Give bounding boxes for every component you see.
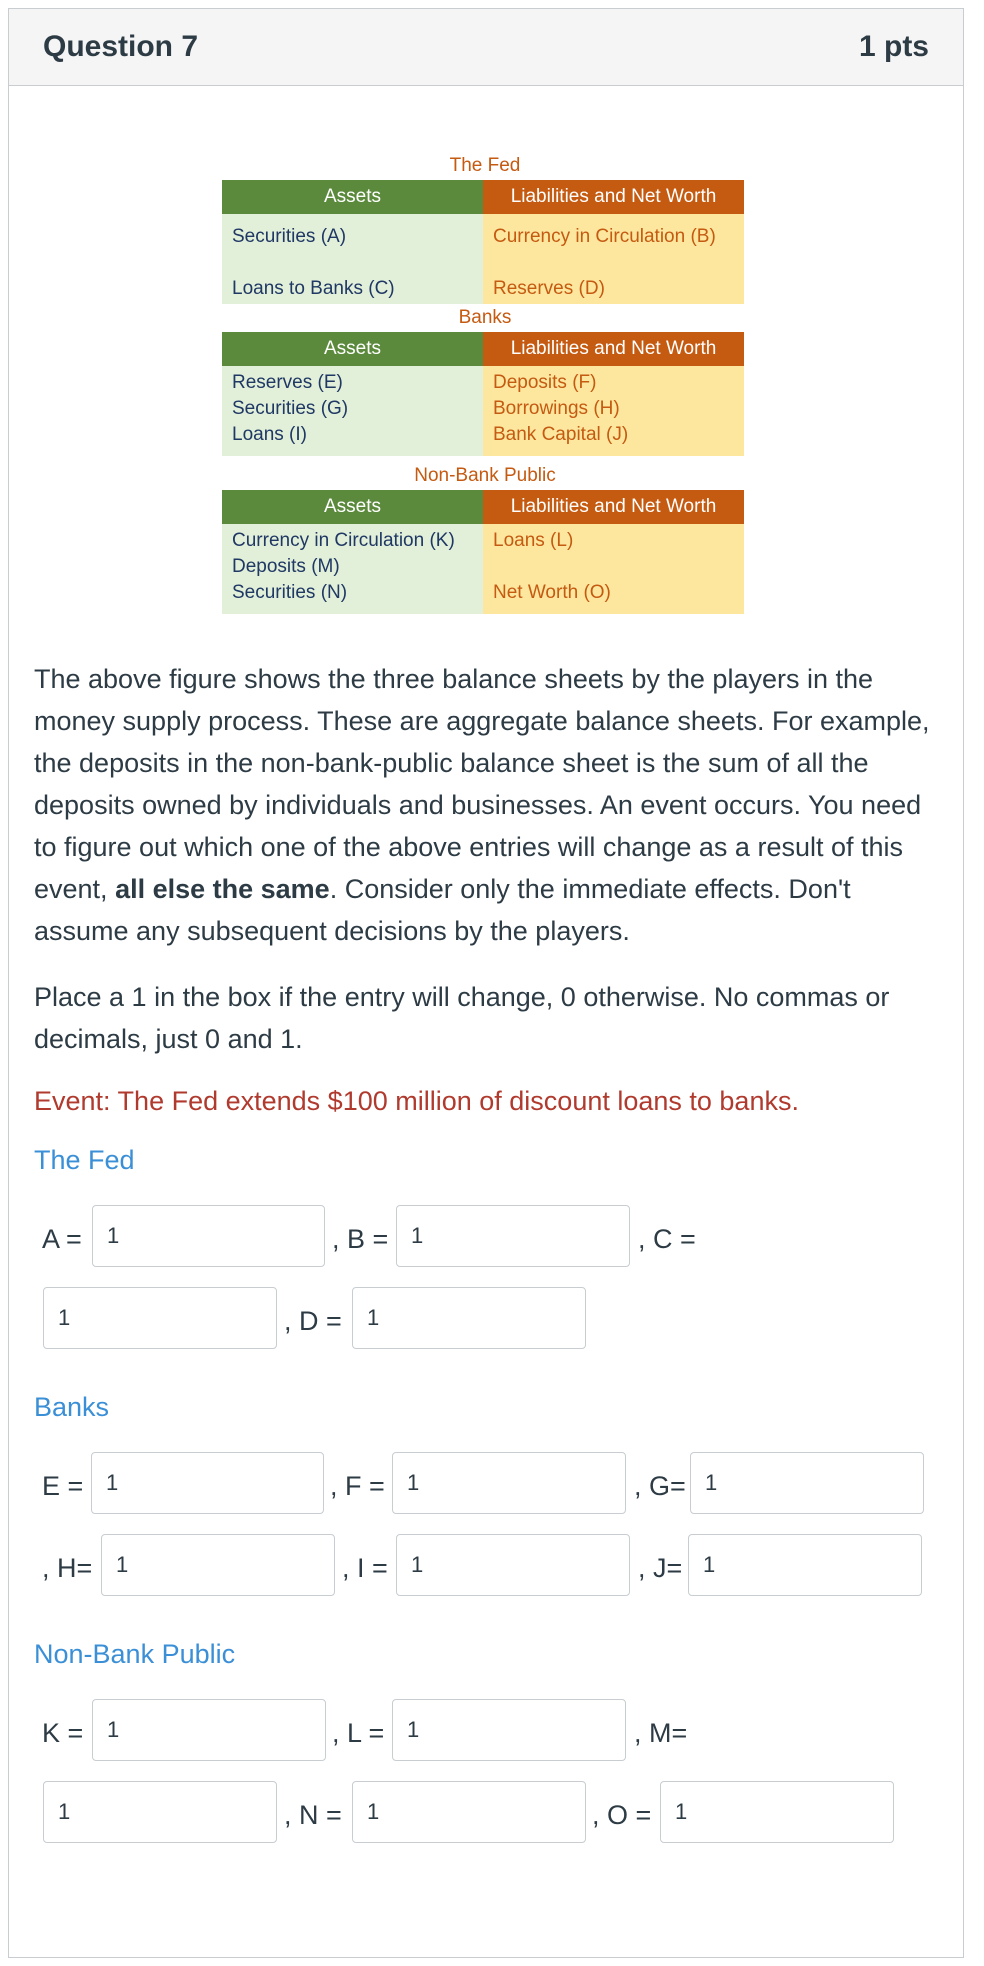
answer-m-input[interactable] <box>43 1781 277 1843</box>
fed-sheet-title: The Fed <box>449 155 521 176</box>
label-i: , I = <box>342 1553 388 1583</box>
label-m: , M= <box>634 1718 688 1748</box>
nbp-liab-l: Loans (L) <box>493 530 574 551</box>
banks-balance-sheet <box>222 332 744 456</box>
answer-i-input[interactable] <box>396 1534 630 1596</box>
nbp-asset-k: Currency in Circulation (K) <box>232 530 455 551</box>
section-fed: The Fed <box>34 1145 135 1175</box>
label-d: , D = <box>284 1306 342 1336</box>
answer-j-input[interactable] <box>688 1534 922 1596</box>
fed-liab-b: Currency in Circulation (B) <box>493 226 716 247</box>
answer-k-input[interactable] <box>92 1699 326 1761</box>
banks-liab-j: Bank Capital (J) <box>493 424 629 445</box>
fed-asset-c: Loans to Banks (C) <box>232 278 395 299</box>
fed-asset-a: Securities (A) <box>232 226 347 247</box>
nbp-asset-n: Securities (N) <box>232 582 348 603</box>
answer-e-input[interactable] <box>91 1452 324 1514</box>
nbp-balance-sheet <box>222 490 744 614</box>
label-l: , L = <box>332 1718 385 1748</box>
section-nbp: Non-Bank Public <box>34 1639 236 1669</box>
answer-f-input[interactable] <box>392 1452 626 1514</box>
question-description <box>34 658 934 952</box>
nbp-liab-blank <box>493 554 734 580</box>
fed-liab-header: Liabilities and Net Worth <box>483 180 744 214</box>
label-b: , B = <box>332 1224 389 1254</box>
description-part-2: . Consider only the immediate effects. Don't assume any subsequent decisions by the players. <box>34 874 851 946</box>
fed-liab-d: Reserves (D) <box>493 278 605 299</box>
banks-asset-e: Reserves (E) <box>232 372 343 393</box>
nbp-liab-o: Net Worth (O) <box>493 582 611 603</box>
label-h: , H= <box>42 1553 93 1583</box>
label-c: , C = <box>638 1224 696 1254</box>
label-j: , J= <box>638 1553 683 1583</box>
fed-balance-sheet <box>222 180 744 304</box>
label-a: A = <box>42 1224 82 1254</box>
label-f: , F = <box>330 1471 385 1501</box>
description-emphasis: all else the same <box>115 874 330 904</box>
banks-liab-f: Deposits (F) <box>493 372 597 393</box>
balance-sheets-figure <box>220 152 750 614</box>
section-banks: Banks <box>34 1392 110 1422</box>
answer-a-input[interactable] <box>92 1205 325 1267</box>
answer-n-input[interactable] <box>352 1781 586 1843</box>
nbp-sheet-title: Non-Bank Public <box>414 465 556 486</box>
question-header <box>9 9 963 86</box>
instructions-text: Place a 1 in the box if the entry will change, 0 otherwise. No commas or decimals, just 0 and 1. <box>34 982 890 1054</box>
nbp-liab-header: Liabilities and Net Worth <box>483 490 744 524</box>
label-e: E = <box>42 1471 84 1501</box>
label-n: , N = <box>284 1800 342 1830</box>
event-text: Event: The Fed extends $100 million of discount loans to banks. <box>34 1086 799 1116</box>
nbp-asset-m: Deposits (M) <box>232 556 340 577</box>
answer-b-input[interactable] <box>396 1205 630 1267</box>
answer-h-input[interactable] <box>101 1534 335 1596</box>
label-o: , O = <box>592 1800 652 1830</box>
banks-asset-i: Loans (I) <box>232 424 307 445</box>
fed-assets-header: Assets <box>222 180 483 214</box>
answer-l-input[interactable] <box>392 1699 626 1761</box>
banks-liab-header: Liabilities and Net Worth <box>483 332 744 366</box>
label-k: K = <box>42 1718 84 1748</box>
label-g: , G= <box>634 1471 686 1501</box>
answer-c-input[interactable] <box>43 1287 277 1349</box>
banks-liab-h: Borrowings (H) <box>493 398 620 419</box>
answer-o-input[interactable] <box>660 1781 894 1843</box>
nbp-assets-header: Assets <box>222 490 483 524</box>
description-part-1: The above figure shows the three balance sheets by the players in the money supply process. These are aggregate balance sheets. For example, the deposits in the non-bank-public balance sheet is the sum of all the deposits owned by individuals and businesses. An event occurs. You need to figure out which one of the above entries will change as a result of this event, <box>34 664 930 904</box>
answer-d-input[interactable] <box>352 1287 586 1349</box>
question-title: Question 7 <box>43 30 199 63</box>
answer-g-input[interactable] <box>690 1452 924 1514</box>
banks-assets-header: Assets <box>222 332 483 366</box>
banks-sheet-title: Banks <box>458 307 512 328</box>
banks-asset-g: Securities (G) <box>232 398 349 419</box>
question-points: 1 pts <box>858 30 929 63</box>
